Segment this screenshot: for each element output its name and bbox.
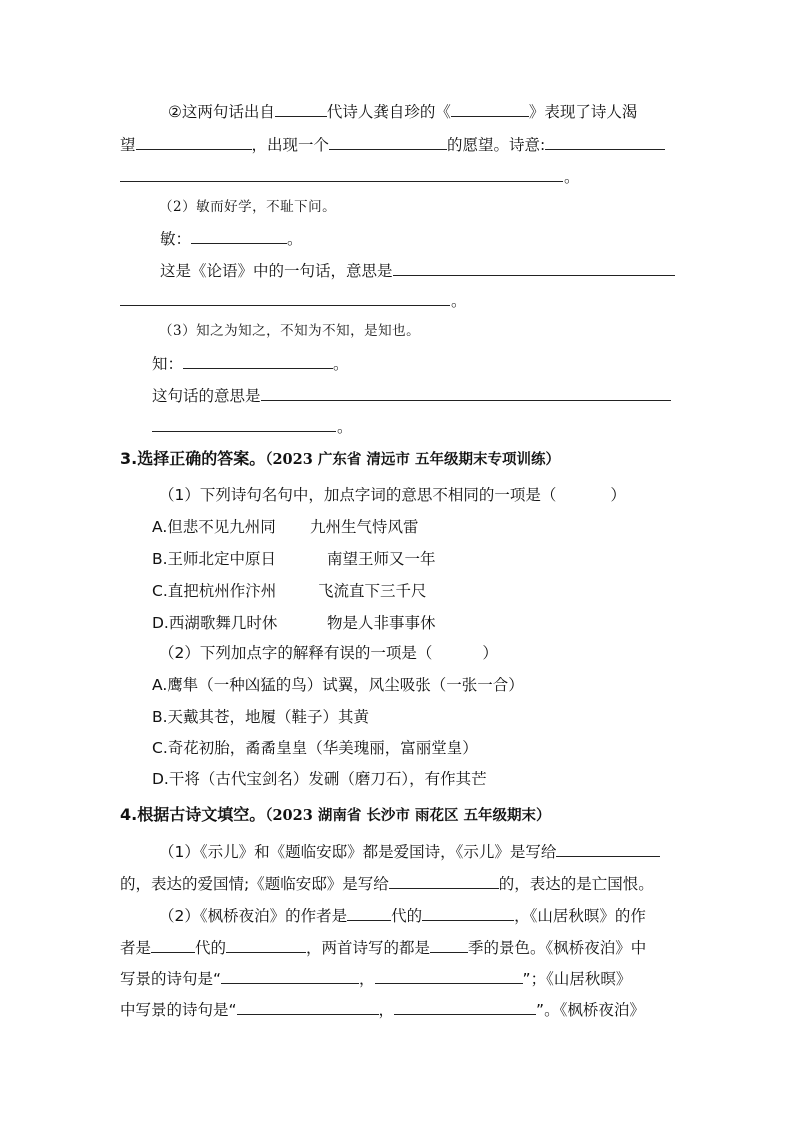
option-pair: 飞流直下三千尺 [318, 582, 427, 600]
q2-sub3-quote: （3）知之为知之，不知为不知，是知也。 [159, 323, 421, 339]
q4-p2-text-f: ，两首诗写的都是 [306, 939, 431, 957]
q2-item2-text-f: 的愿望。诗意: [447, 136, 546, 154]
dynasty-blank[interactable] [275, 100, 327, 117]
poem-meaning-blank-1[interactable] [545, 133, 665, 150]
wish-blank[interactable] [329, 133, 447, 150]
q2-item2-line2 [120, 133, 665, 156]
q4-p1-text-b: 的，表达的爱国情;《题临安邸》是写给 [120, 875, 389, 893]
q3-part2-stem: （2）下列加点字的解释有误的一项是（ [159, 644, 433, 662]
q4-p1-line2 [120, 872, 654, 895]
poem-meaning-blank-2[interactable] [120, 181, 563, 182]
sentence-meaning-blank-1[interactable] [261, 384, 671, 401]
season-blank[interactable] [430, 936, 468, 953]
analects-meaning-blank-1[interactable] [393, 259, 675, 276]
shier-recipient-blank[interactable] [556, 840, 660, 857]
lin-an-recipient-blank[interactable] [389, 872, 499, 889]
option-label: C.直把杭州作汴州 [152, 582, 277, 600]
fengqiao-scene-blank-1[interactable] [221, 967, 359, 984]
analects-meaning-blank-2[interactable] [120, 305, 450, 306]
q3-part1-option-c [152, 580, 427, 602]
q3-part1-option-d [152, 612, 436, 634]
q4-p2-line2 [120, 936, 646, 959]
q2-item2-text-d: 望 [120, 136, 136, 154]
option-pair: 物是人非事事休 [327, 614, 436, 632]
q2-item2-text-c: 》表现了诗人渴 [528, 103, 638, 121]
q2-sub3-word-label: 知： [152, 355, 184, 373]
q2-sub2-end: 。 [451, 292, 467, 310]
q4-p2-text-i: ， [359, 970, 375, 988]
option-pair: 九州生气恃风雷 [310, 518, 419, 536]
fengqiao-scene-blank-2[interactable] [375, 967, 523, 984]
q3-part2-option-c: C.奇花初胎，矞矞皇皇（华美瑰丽，富丽堂皇） [152, 739, 478, 757]
shanju-dynasty-blank[interactable] [151, 936, 195, 953]
option-pair: 南望王师又一年 [327, 550, 436, 568]
q3-part2-stem-line [159, 642, 498, 664]
q2-sub2-quote: （2）敏而好学，不耻下问。 [159, 199, 337, 215]
q3-title: 3.选择正确的答案。 [120, 449, 266, 468]
shanju-author-blank[interactable] [226, 936, 306, 953]
q3-part2-paren: ） [482, 644, 498, 662]
q4-title: 4.根据古诗文填空。 [120, 805, 266, 824]
q2-item2-text-a: ②这两句话出自 [168, 103, 275, 121]
q2-sub3-meaning-line [152, 384, 671, 407]
q4-p2-line3 [120, 967, 631, 990]
q2-sub2-word-end: 。 [287, 230, 303, 248]
hope-blank[interactable] [136, 133, 252, 150]
q2-sub2-meaning-text: 这是《论语》中的一句话，意思是 [160, 262, 393, 280]
shanju-scene-blank-2[interactable] [394, 998, 536, 1015]
poem-title-blank[interactable] [451, 100, 529, 117]
q4-p2-text-k: 中写景的诗句是“ [120, 1001, 237, 1019]
q4-p2-text-e: 代的 [195, 939, 227, 957]
fengqiao-author-blank[interactable] [422, 904, 514, 921]
q4-p2-text-d: 者是 [120, 939, 152, 957]
q4-source: （2023 湖南省 长沙市 雨花区 五年级期末） [265, 807, 551, 824]
q3-part1-option-b [152, 548, 436, 570]
q2-item2-end: 。 [564, 168, 580, 186]
q3-part1-paren: ） [610, 486, 626, 504]
q2-item2-text-b: 代诗人龚自珍的《 [326, 103, 451, 121]
shanju-scene-blank-1[interactable] [237, 998, 379, 1015]
option-label: D.西湖歌舞几时休 [152, 614, 278, 632]
min-meaning-blank[interactable] [191, 227, 287, 244]
fengqiao-dynasty-blank[interactable] [347, 904, 391, 921]
q3-part2-option-b: B.天戴其苍，地履（鞋子）其黄 [152, 708, 370, 726]
q4-p2-line1 [159, 904, 646, 927]
q3-part2-option-d: D.干将（古代宝剑名）发硎（磨刀石），有作其芒 [152, 770, 487, 788]
q4-p2-text-c: ，《山居秋暝》的作 [514, 907, 646, 925]
q3-part2-option-a: A.鹰隼（一种凶猛的鸟）试翼，风尘吸张（一张一合） [152, 676, 524, 694]
q3-source: （2023 广东省 清远市 五年级期末专项训练） [265, 451, 560, 468]
q4-p2-text-b: 代的 [391, 907, 423, 925]
q4-p2-text-g: 季的景色。《枫桥夜泊》中 [468, 939, 647, 957]
sentence-meaning-blank-2[interactable] [152, 431, 336, 432]
q2-sub2-word-line [160, 227, 303, 250]
q3-part1-stem: （1）下列诗句名句中，加点字词的意思不相同的一项是（ [159, 486, 557, 504]
q2-sub2-meaning-line [160, 259, 675, 282]
q2-sub2-word-label: 敏： [160, 230, 192, 248]
q2-sub3-word-line [152, 352, 349, 375]
q3-heading [120, 448, 560, 471]
q4-p2-text-h: 写景的诗句是“ [120, 970, 222, 988]
q4-p2-text-l: ， [378, 1001, 395, 1019]
option-label: A.但悲不见九州同 [152, 518, 276, 536]
q4-p2-text-a: （2）《枫桥夜泊》的作者是 [159, 907, 348, 925]
q3-part1-option-a [152, 516, 419, 538]
q4-p1-text-a: （1）《示儿》和《题临安邸》都是爱国诗，《示儿》是写给 [159, 843, 557, 861]
q4-p1-text-c: 的，表达的是亡国恨。 [498, 875, 654, 893]
q4-p2-text-m: ”。《枫桥夜泊》 [536, 1001, 645, 1019]
q4-p2-line4 [120, 998, 645, 1021]
q4-p2-text-j: ”；《山居秋暝》 [522, 970, 632, 988]
option-label: B.王师北定中原日 [152, 550, 277, 568]
q2-sub3-end: 。 [337, 418, 353, 436]
zhi-meaning-blank[interactable] [183, 352, 333, 369]
q2-sub3-word-end: 。 [333, 355, 349, 373]
q2-item2-line1 [168, 100, 637, 123]
q2-item2-text-e: ，出现一个 [251, 136, 330, 154]
q4-p1-line1 [159, 840, 660, 863]
q3-part1-stem-line [159, 484, 626, 506]
q4-heading [120, 804, 551, 827]
q2-sub3-meaning-text: 这句话的意思是 [152, 387, 261, 405]
